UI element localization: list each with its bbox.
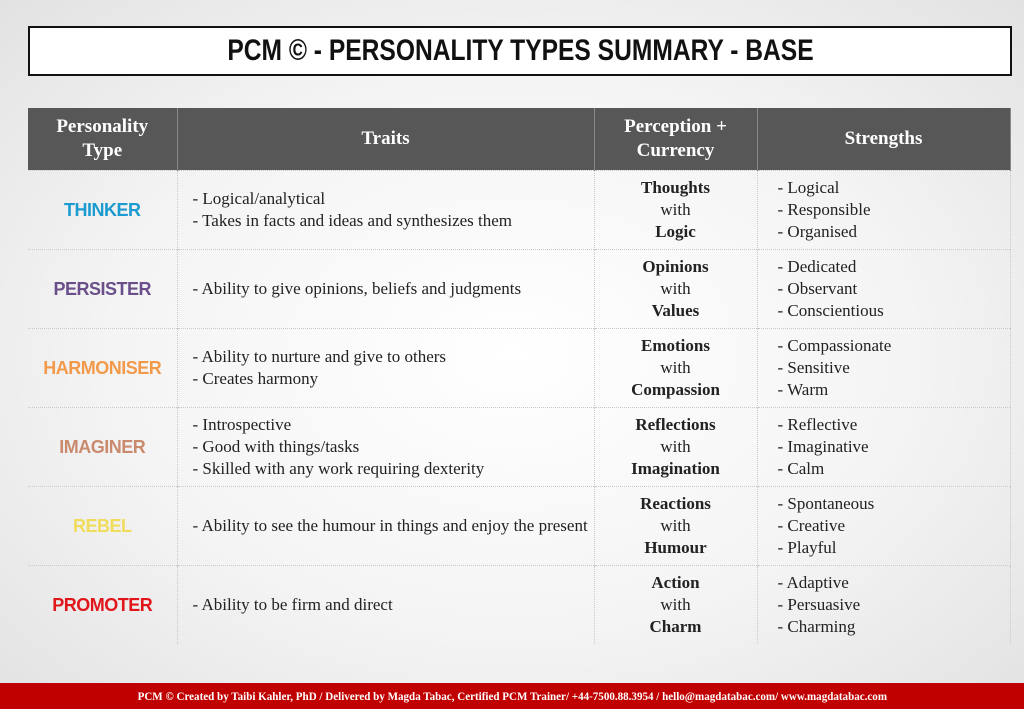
perception-cell (594, 249, 757, 328)
traits-line: - Takes in facts and ideas and synthesizes them (192, 210, 513, 230)
traits-cell (177, 486, 594, 565)
with-text: with (660, 594, 691, 614)
header-traits: Traits (177, 108, 594, 170)
page-title-box (28, 26, 1012, 76)
perception-cell (594, 486, 757, 565)
type-name: HARMONISER (43, 357, 162, 378)
currency: Compassion (631, 379, 720, 399)
strengths-cell (757, 328, 1010, 407)
traits-cell (177, 565, 594, 644)
footer-text: PCM © Created by Taibi Kahler, PhD / Delivered by Magda Tabac, Certified PCM Trainer/ +44-7500.88.3954 / hello@magdatabac.com/ www.magdatabac.com (137, 688, 887, 703)
strengths-line: - Imaginative (777, 436, 869, 456)
perception: Emotions (641, 335, 710, 355)
traits-line: - Introspective (192, 414, 292, 434)
table-row (28, 565, 1010, 644)
currency: Imagination (631, 458, 720, 478)
strengths-line: - Dedicated (777, 256, 857, 276)
traits-cell (177, 407, 594, 486)
strengths-cell (757, 170, 1010, 249)
traits-line: - Ability to nurture and give to others (192, 346, 447, 366)
header-type: Personality Type (28, 108, 177, 170)
type-cell (28, 407, 177, 486)
strengths-line: - Conscientious (777, 300, 884, 320)
traits-line: - Ability to see the humour in things and enjoy the present (192, 515, 588, 535)
page-title: PCM © - PERSONALITY TYPES SUMMARY - BASE (226, 34, 814, 67)
table-row (28, 170, 1010, 249)
strengths-line: - Spontaneous (777, 493, 875, 513)
type-name: REBEL (72, 515, 132, 536)
strengths-line: - Calm (777, 458, 825, 478)
type-cell (28, 565, 177, 644)
strengths-cell (757, 565, 1010, 644)
footer (0, 683, 1024, 709)
traits-line: - Ability to give opinions, beliefs and judgments (192, 278, 522, 298)
table-row (28, 249, 1010, 328)
strengths-line: - Logical (777, 177, 840, 197)
traits-line: - Skilled with any work requiring dexterity (192, 458, 485, 478)
strengths-line: - Compassionate (777, 335, 892, 355)
type-name: THINKER (64, 199, 141, 220)
header-strengths: Strengths (757, 108, 1010, 170)
strengths-line: - Warm (777, 379, 829, 399)
strengths-line: - Observant (777, 278, 858, 298)
strengths-line: - Adaptive (777, 572, 849, 592)
type-cell (28, 249, 177, 328)
table-row (28, 486, 1010, 565)
with-text: with (660, 436, 691, 456)
strengths-line: - Responsible (777, 199, 871, 219)
perception: Reactions (640, 493, 711, 513)
perception-cell (594, 407, 757, 486)
perception-cell (594, 170, 757, 249)
currency: Humour (644, 537, 707, 557)
currency: Logic (655, 221, 696, 241)
table-header-row (28, 108, 1010, 170)
table-row (28, 407, 1010, 486)
with-text: with (660, 278, 691, 298)
perception-cell (594, 565, 757, 644)
strengths-cell (757, 249, 1010, 328)
perception: Reflections (635, 414, 716, 434)
personality-types-table (28, 108, 1011, 644)
traits-cell (177, 170, 594, 249)
with-text: with (660, 199, 691, 219)
strengths-line: - Organised (777, 221, 857, 241)
perception-cell (594, 328, 757, 407)
strengths-line: - Creative (777, 515, 845, 535)
strengths-line: - Persuasive (777, 594, 861, 614)
traits-line: - Ability to be firm and direct (192, 594, 393, 614)
traits-line: - Logical/analytical (192, 188, 326, 208)
strengths-cell (757, 486, 1010, 565)
strengths-line: - Playful (777, 537, 837, 557)
perception: Thoughts (641, 177, 710, 197)
currency: Charm (649, 616, 702, 636)
perception: Opinions (642, 256, 709, 276)
with-text: with (660, 357, 691, 377)
traits-line: - Good with things/tasks (192, 436, 360, 456)
strengths-line: - Sensitive (777, 357, 850, 377)
strengths-cell (757, 407, 1010, 486)
traits-cell (177, 249, 594, 328)
strengths-line: - Charming (777, 616, 856, 636)
perception: Action (651, 572, 700, 592)
strengths-line: - Reflective (777, 414, 858, 434)
currency: Values (651, 300, 700, 320)
type-name: IMAGINER (59, 436, 146, 457)
table-row (28, 328, 1010, 407)
type-cell (28, 486, 177, 565)
type-name: PROMOTER (52, 594, 153, 615)
type-name: PERSISTER (53, 278, 152, 299)
type-cell (28, 328, 177, 407)
with-text: with (660, 515, 691, 535)
header-perception: Perception + Currency (594, 108, 757, 170)
type-cell (28, 170, 177, 249)
traits-line: - Creates harmony (192, 368, 319, 388)
traits-cell (177, 328, 594, 407)
